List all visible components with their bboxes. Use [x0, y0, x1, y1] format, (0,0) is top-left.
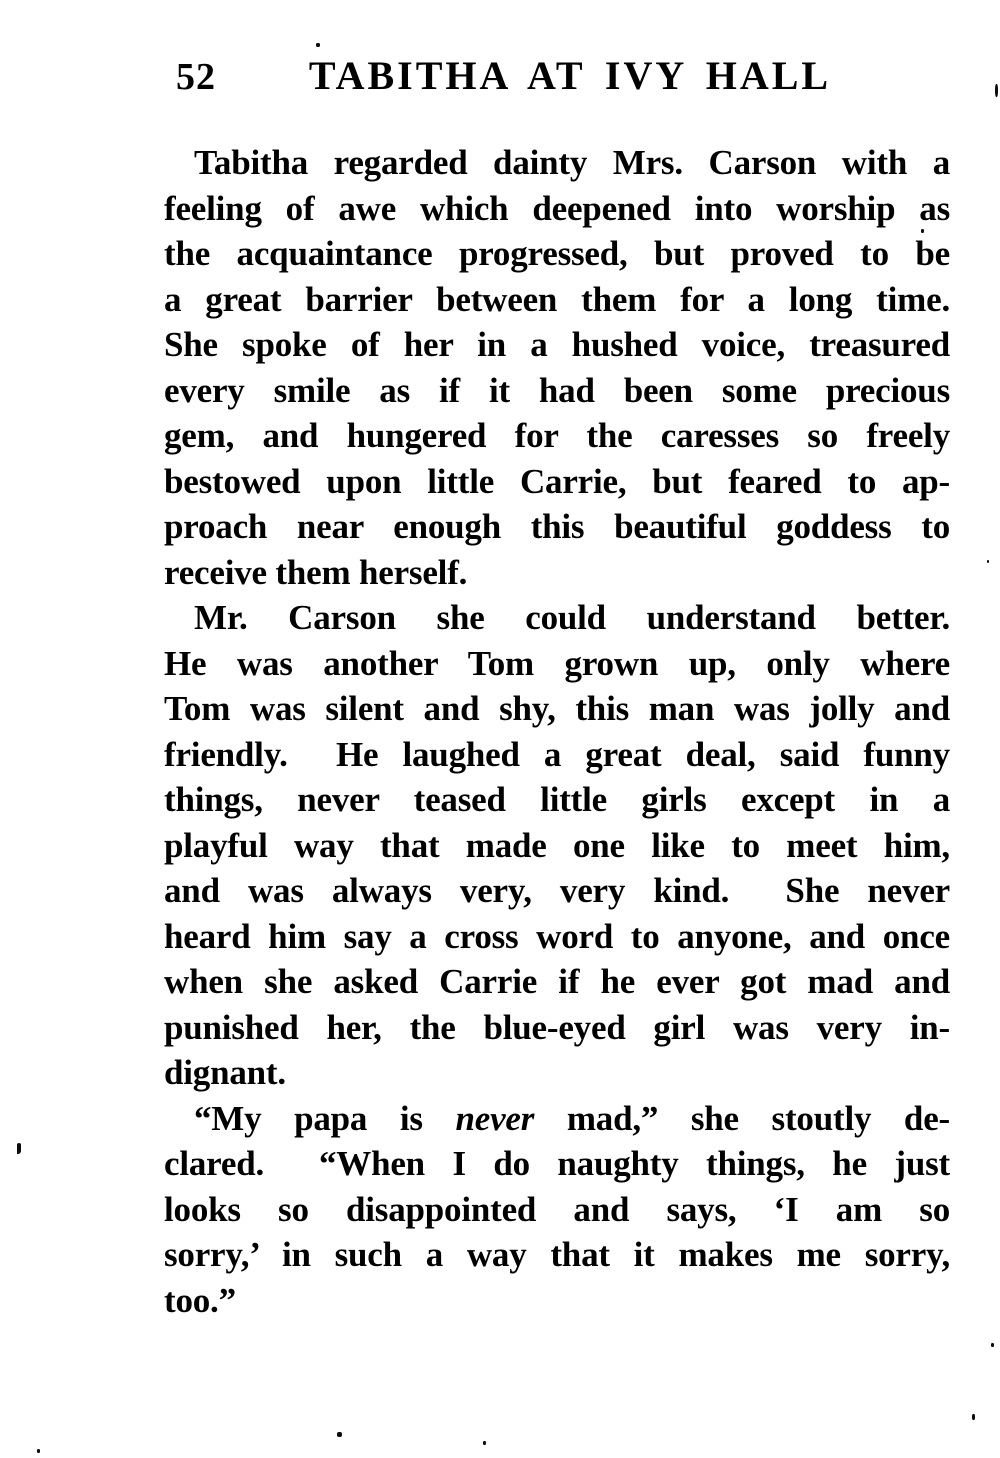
text-line: clared. “When I do naughty things, he just: [164, 1144, 950, 1183]
scan-speck: [991, 1343, 994, 1347]
text-line: and was always very, very kind. She never: [164, 871, 950, 910]
scan-speck: [337, 1432, 342, 1437]
scan-speck: [987, 560, 989, 563]
text-line: every smile as if it had been some precious: [164, 370, 950, 410]
text-line: feeling of awe which deepened into worship as: [164, 188, 950, 228]
text-line: friendly. He laughed a great deal, said funny: [164, 734, 950, 774]
text-line: too.”: [164, 1280, 236, 1320]
text-line: He was another Tom grown up, only where: [164, 643, 950, 683]
scan-speck: [921, 229, 924, 233]
text-line: a great barrier between them for a long time.: [164, 279, 950, 319]
running-head-title: TABITHA AT IVY HALL: [308, 53, 832, 98]
text-line: looks so disappointed and says, ‘I am so: [164, 1189, 950, 1229]
text-line: Tom was silent and shy, this man was jolly and: [164, 689, 950, 728]
text-line: Mr. Carson she could understand better.: [194, 598, 950, 637]
text-line: bestowed upon little Carrie, but feared to ap-: [164, 461, 950, 501]
page-number: 52: [176, 56, 216, 98]
text-line: Tabitha regarded dainty Mrs. Carson with a: [194, 143, 950, 182]
text-line: “My papa is never mad,” she stoutly de-: [194, 1098, 950, 1138]
text-line: things, never teased little girls except in a: [164, 780, 950, 819]
text-line: dignant.: [164, 1053, 286, 1092]
text-line: sorry,’ in such a way that it makes me sorry,: [164, 1235, 950, 1274]
text-line: when she asked Carrie if he ever got mad and: [164, 962, 950, 1001]
scan-speck: [995, 84, 998, 97]
text-line: gem, and hungered for the caresses so freely: [164, 416, 950, 455]
page-body: [164, 140, 950, 1323]
text-line: heard him say a cross word to anyone, and once: [164, 916, 950, 956]
text-line: punished her, the blue-eyed girl was very in-: [164, 1007, 950, 1047]
page-header: [164, 52, 950, 100]
scan-speck: [972, 1414, 975, 1420]
text-line: receive them herself.: [164, 552, 468, 592]
scan-speck: [37, 1449, 40, 1453]
text-line: She spoke of her in a hushed voice, treasured: [164, 325, 950, 364]
scan-speck: [316, 43, 320, 47]
text-line: playful way that made one like to meet him,: [164, 825, 950, 865]
text-line: proach near enough this beautiful goddess to: [164, 507, 950, 546]
scan-speck: [17, 1143, 21, 1154]
text-line: the acquaintance progressed, but proved to be: [164, 234, 950, 273]
scan-speck: [483, 1441, 486, 1445]
